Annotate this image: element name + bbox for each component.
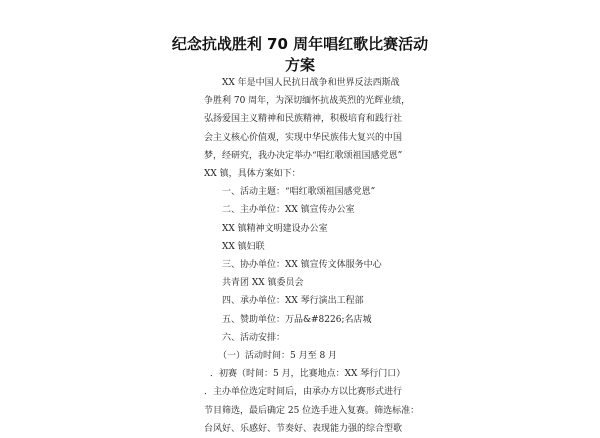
- paragraph-line: 会主义核心价值观，实现中华民族伟大复兴的中国: [204, 132, 403, 143]
- section-line: 四、承办单位：XX 琴行演出工程部: [222, 296, 364, 307]
- document-body: [204, 74, 420, 438]
- section-line: 六、活动安排：: [222, 332, 286, 343]
- section-line: （一）活动时间：5 月至 8 月: [218, 351, 338, 362]
- paragraph-line: 节目筛选，最后确定 25 位选手进入复赛。筛选标准：: [204, 405, 420, 416]
- section-line: 二、主办单位：XX 镇宣传办公室: [222, 205, 355, 216]
- section-line: 一、活动主题：“唱红歌颂祖国感党恩”: [222, 187, 376, 198]
- document-title-line-1: 纪念抗战胜利 70 周年唱红歌比赛活动: [171, 35, 429, 53]
- paragraph-line: 争胜利 70 周年，为深切缅怀抗战英烈的光辉业绩，: [204, 96, 411, 107]
- section-line: XX 镇妇联: [222, 241, 265, 252]
- paragraph-line: XX 年是中国人民抗日战争和世界反法西斯战: [222, 78, 400, 88]
- paragraph-line: XX 镇，具体方案如下：: [204, 169, 301, 180]
- paragraph-line: ．初赛（时间：5 月，比赛地点：XX 琴行门口）: [210, 369, 406, 380]
- section-line: 共青团 XX 镇委员会: [222, 278, 304, 289]
- paragraph-line: 台风好、乐感好、节奏好、表现能力强的综合型歌: [204, 423, 403, 434]
- paragraph-line: ．主办单位选定时间后，由承办方以比赛形式进行: [204, 387, 403, 398]
- paragraph-line: 梦，经研究，我办决定举办“唱红歌颂祖国感党恩”: [204, 150, 403, 161]
- section-line: 五、赞助单位：万品&#8226;名店城: [222, 314, 372, 325]
- document-title-line-2: 方案: [284, 56, 315, 74]
- section-line: XX 镇精神文明建设办公室: [222, 223, 328, 234]
- section-line: 三、协办单位：XX 镇宣传文体服务中心: [222, 260, 382, 271]
- paragraph-line: 弘扬爱国主义精神和民族精神，积极培育和践行社: [204, 114, 403, 125]
